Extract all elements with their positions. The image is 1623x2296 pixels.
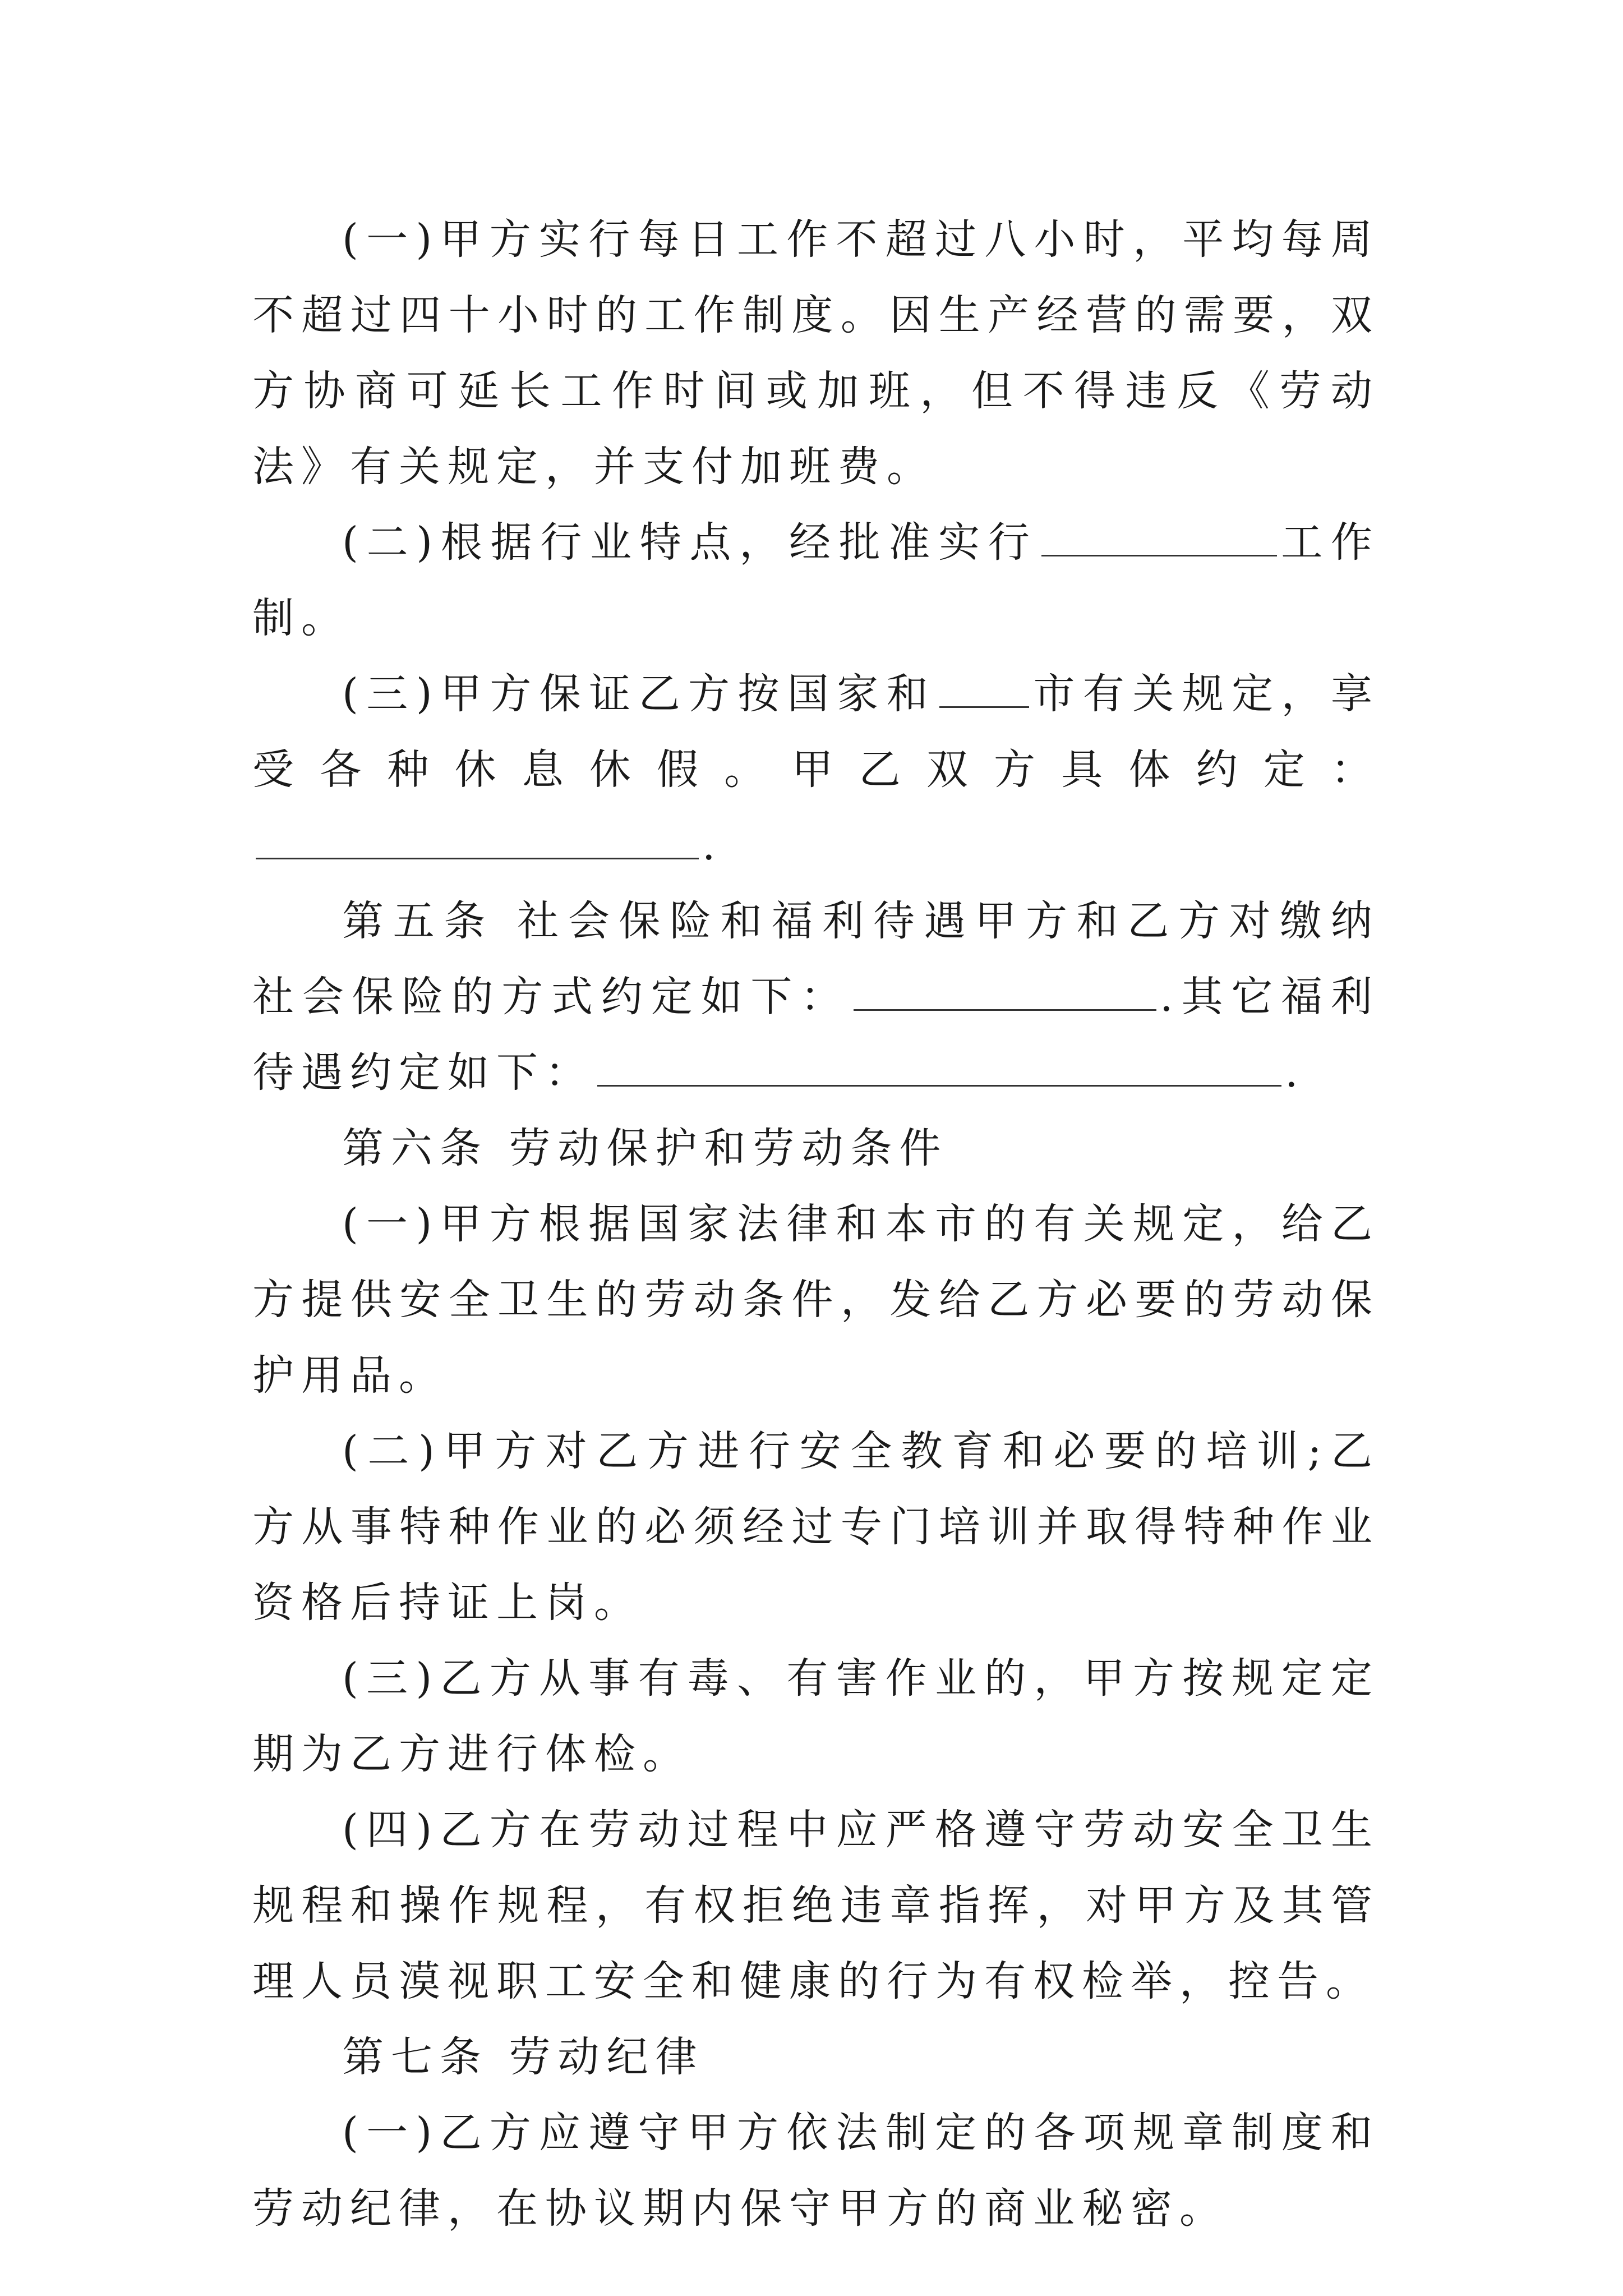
paragraph-text: 工作制。 (252, 518, 1380, 642)
paragraph-text: (一)甲方实行每日工作不超过八小时，平均每周不超过四十小时的工作制度。因生产经营的需要，双方协商可延长工作时间或加班，但不得违反《劳动法》有关规定，并支付加班费。 (252, 215, 1380, 491)
city-name-blank (939, 661, 1029, 708)
heading-article-6 (252, 1111, 1380, 1186)
paragraph-health-check (252, 1641, 1380, 1792)
paragraph-text: (二)根据行业特点，经批准实行 (342, 518, 1038, 567)
paragraph-text: . (702, 821, 723, 869)
paragraph-article-5-social-insurance (252, 884, 1380, 1111)
document-body (252, 202, 1380, 2247)
paragraph-rest-leave (252, 656, 1380, 884)
heading-text: 第六条 劳动保护和劳动条件 (342, 1124, 948, 1172)
paragraph-text: (二)甲方对乙方进行安全教育和必要的培训;乙方从事特种作业的必须经过专门培训并取得特种作业资格后持证上岗。 (252, 1427, 1380, 1627)
paragraph-text: . (1285, 1048, 1306, 1097)
paragraph-safety-training (252, 1414, 1380, 1641)
paragraph-text: (三)甲方保证乙方按国家和 (342, 670, 937, 718)
paragraph-labor-discipline (252, 2095, 1380, 2247)
paragraph-text: (一)甲方根据国家法律和本市的有关规定，给乙方提供安全卫生的劳动条件，发给乙方必要的劳动保护用品。 (252, 1200, 1380, 1400)
heading-article-7 (252, 2019, 1380, 2095)
paragraph-work-system (252, 505, 1380, 656)
paragraph-text: .其它福利待遇约定如下： (252, 973, 1380, 1097)
paragraph-safety-rules (252, 1792, 1380, 2019)
rest-agreement-blank (256, 813, 699, 859)
heading-text: 第七条 劳动纪律 (342, 2033, 704, 2081)
paragraph-text: (三)乙方从事有毒、有害作业的，甲方按规定定期为乙方进行体检。 (252, 1654, 1380, 1778)
other-benefits-blank (597, 1040, 1281, 1087)
work-system-blank (1041, 510, 1277, 556)
paragraph-working-hours (252, 202, 1380, 505)
paragraph-text: (一)乙方应遵守甲方依法制定的各项规章制度和劳动纪律，在协议期内保守甲方的商业秘密。 (252, 2109, 1380, 2233)
paragraph-text: 市有关规定，享受各种休息休假。甲乙双方具体约定： (252, 670, 1380, 794)
paragraph-safety-conditions (252, 1186, 1380, 1414)
insurance-method-blank (854, 964, 1156, 1011)
paragraph-text: 第五条 社会保险和福利待遇甲方和乙方对缴纳社会保险的方式约定如下： (252, 897, 1380, 1021)
paragraph-text: (四)乙方在劳动过程中应严格遵守劳动安全卫生规程和操作规程，有权拒绝违章指挥，对甲方及其管理人员漠视职工安全和健康的行为有权检举，控告。 (252, 1806, 1380, 2005)
